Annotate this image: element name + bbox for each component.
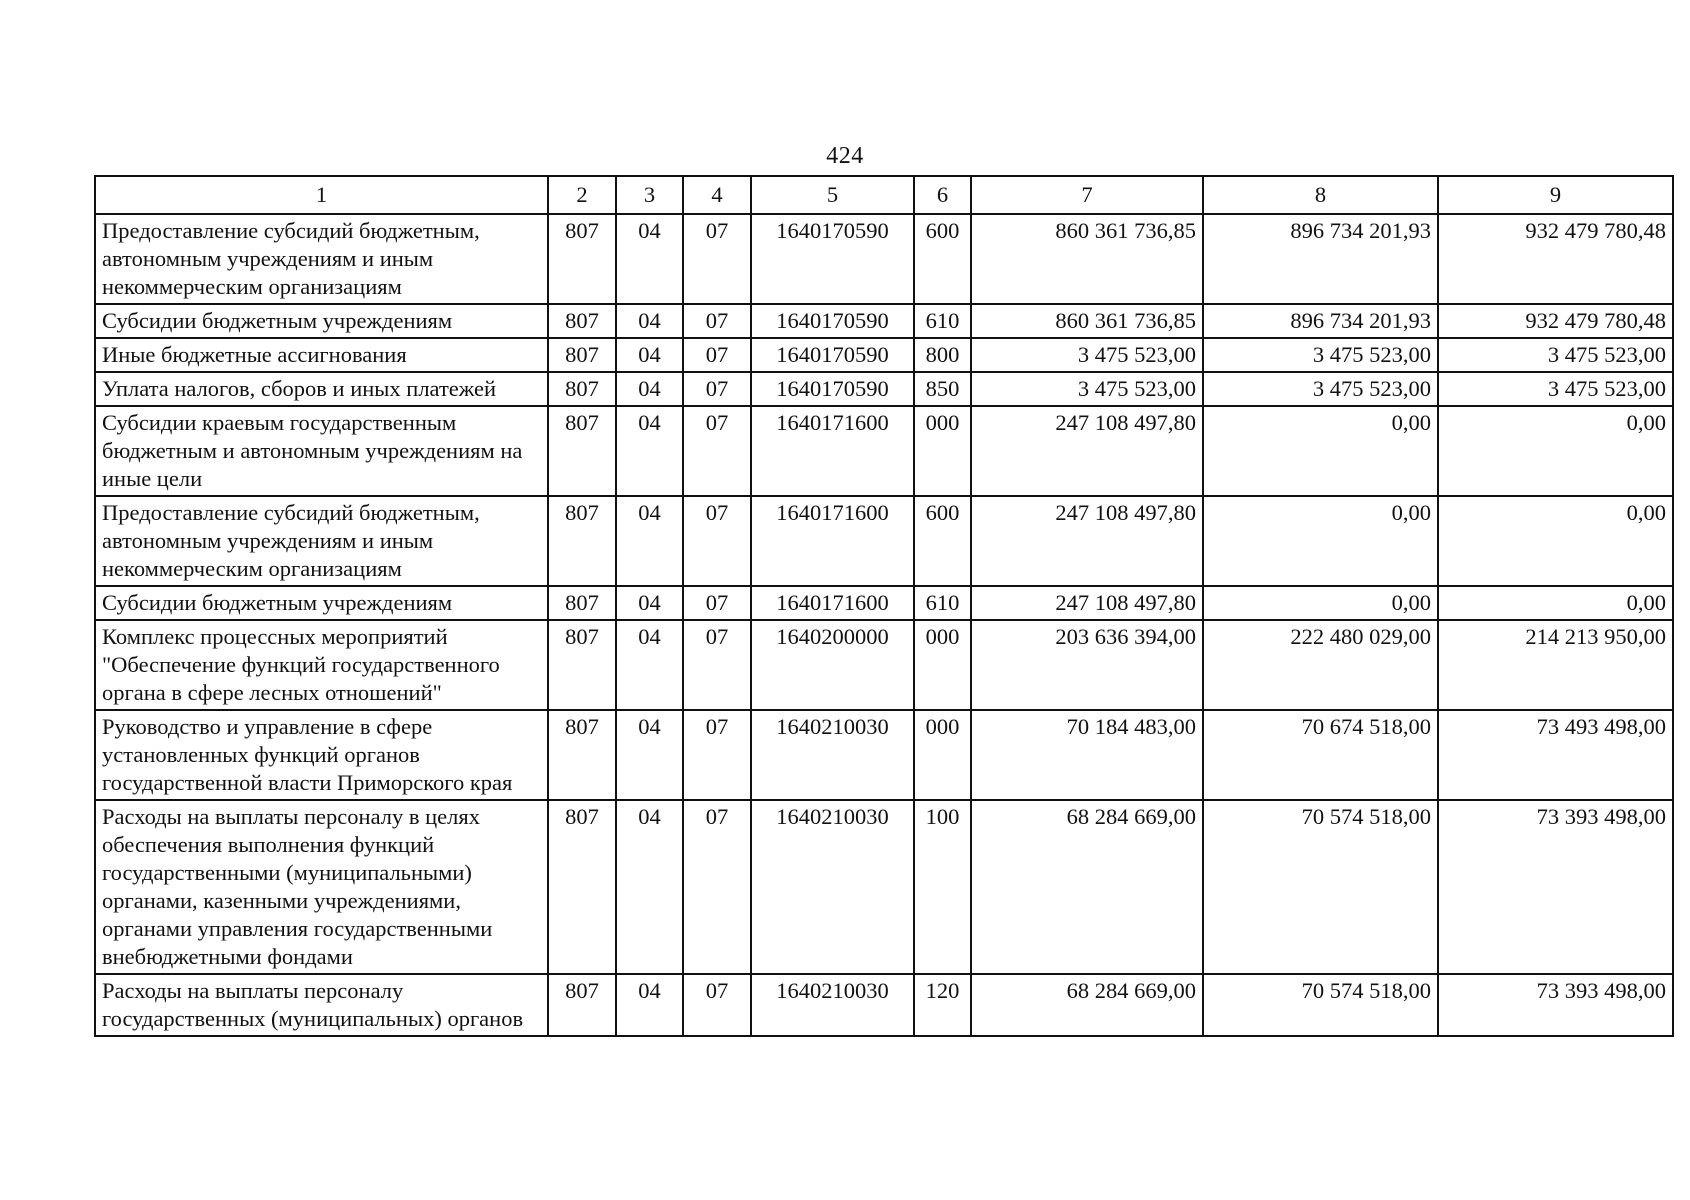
subsection-code-cell: 07 <box>683 406 751 496</box>
page-number: 424 <box>826 143 864 169</box>
header-col-2: 2 <box>548 176 616 214</box>
row-name-cell: Уплата налогов, сборов и иных платежей <box>95 372 548 406</box>
amount-col-8-cell: 896 734 201,93 <box>1203 214 1438 304</box>
table-row <box>95 372 1673 406</box>
expense-type-cell: 000 <box>914 710 971 800</box>
section-code-cell: 04 <box>616 620 683 710</box>
row-name-cell: Субсидии бюджетным учреждениям <box>95 586 548 620</box>
amount-col-8-cell: 222 480 029,00 <box>1203 620 1438 710</box>
amount-col-8-cell: 70 674 518,00 <box>1203 710 1438 800</box>
chapter-code-cell: 807 <box>548 800 616 974</box>
chapter-code-cell: 807 <box>548 496 616 586</box>
amount-col-7-cell: 247 108 497,80 <box>971 406 1203 496</box>
row-name-cell: Расходы на выплаты персоналу в целях обеспечения выполнения функций государственными (муниципальными) органами, казенными учреждениями, органами управления государственными внебюджетными фондами <box>95 800 548 974</box>
amount-col-9-cell: 214 213 950,00 <box>1438 620 1673 710</box>
target-article-cell: 1640170590 <box>751 304 914 338</box>
amount-col-8-cell: 3 475 523,00 <box>1203 338 1438 372</box>
header-col-8: 8 <box>1203 176 1438 214</box>
target-article-cell: 1640210030 <box>751 974 914 1036</box>
section-code-cell: 04 <box>616 304 683 338</box>
amount-col-9-cell: 3 475 523,00 <box>1438 372 1673 406</box>
subsection-code-cell: 07 <box>683 372 751 406</box>
row-name-cell: Предоставление субсидий бюджетным, автономным учреждениям и иным некоммерческим организациям <box>95 496 548 586</box>
target-article-cell: 1640171600 <box>751 586 914 620</box>
subsection-code-cell: 07 <box>683 496 751 586</box>
header-col-9: 9 <box>1438 176 1673 214</box>
table-row <box>95 496 1673 586</box>
section-code-cell: 04 <box>616 800 683 974</box>
table-row <box>95 710 1673 800</box>
row-name-cell: Иные бюджетные ассигнования <box>95 338 548 372</box>
header-col-4: 4 <box>683 176 751 214</box>
target-article-cell: 1640210030 <box>751 800 914 974</box>
chapter-code-cell: 807 <box>548 304 616 338</box>
row-name-cell: Комплекс процессных мероприятий "Обеспечение функций государственного органа в сфере лесных отношений" <box>95 620 548 710</box>
table-body <box>95 214 1673 1036</box>
chapter-code-cell: 807 <box>548 372 616 406</box>
expense-type-cell: 800 <box>914 338 971 372</box>
section-code-cell: 04 <box>616 406 683 496</box>
subsection-code-cell: 07 <box>683 338 751 372</box>
amount-col-9-cell: 0,00 <box>1438 406 1673 496</box>
table-row <box>95 974 1673 1036</box>
subsection-code-cell: 07 <box>683 710 751 800</box>
amount-col-9-cell: 932 479 780,48 <box>1438 214 1673 304</box>
row-name-cell: Субсидии бюджетным учреждениям <box>95 304 548 338</box>
section-code-cell: 04 <box>616 974 683 1036</box>
chapter-code-cell: 807 <box>548 974 616 1036</box>
section-code-cell: 04 <box>616 496 683 586</box>
amount-col-9-cell: 73 393 498,00 <box>1438 800 1673 974</box>
target-article-cell: 1640170590 <box>751 214 914 304</box>
amount-col-7-cell: 3 475 523,00 <box>971 338 1203 372</box>
amount-col-9-cell: 0,00 <box>1438 496 1673 586</box>
expense-type-cell: 600 <box>914 214 971 304</box>
expense-type-cell: 120 <box>914 974 971 1036</box>
chapter-code-cell: 807 <box>548 214 616 304</box>
amount-col-7-cell: 68 284 669,00 <box>971 800 1203 974</box>
header-col-1: 1 <box>95 176 548 214</box>
amount-col-9-cell: 3 475 523,00 <box>1438 338 1673 372</box>
header-col-5: 5 <box>751 176 914 214</box>
amount-col-7-cell: 3 475 523,00 <box>971 372 1203 406</box>
row-name-cell: Расходы на выплаты персоналу государственных (муниципальных) органов <box>95 974 548 1036</box>
table-row <box>95 304 1673 338</box>
chapter-code-cell: 807 <box>548 620 616 710</box>
subsection-code-cell: 07 <box>683 800 751 974</box>
amount-col-8-cell: 0,00 <box>1203 496 1438 586</box>
amount-col-7-cell: 70 184 483,00 <box>971 710 1203 800</box>
expense-type-cell: 600 <box>914 496 971 586</box>
row-name-cell: Руководство и управление в сфере установленных функций органов государственной власти Приморского края <box>95 710 548 800</box>
subsection-code-cell: 07 <box>683 620 751 710</box>
header-col-6: 6 <box>914 176 971 214</box>
header-col-7: 7 <box>971 176 1203 214</box>
amount-col-7-cell: 247 108 497,80 <box>971 586 1203 620</box>
budget-table <box>94 175 1674 1037</box>
section-code-cell: 04 <box>616 214 683 304</box>
target-article-cell: 1640170590 <box>751 338 914 372</box>
amount-col-8-cell: 70 574 518,00 <box>1203 800 1438 974</box>
header-col-3: 3 <box>616 176 683 214</box>
subsection-code-cell: 07 <box>683 974 751 1036</box>
table-row <box>95 620 1673 710</box>
row-name-cell: Предоставление субсидий бюджетным, автономным учреждениям и иным некоммерческим организациям <box>95 214 548 304</box>
chapter-code-cell: 807 <box>548 406 616 496</box>
target-article-cell: 1640171600 <box>751 496 914 586</box>
table-header-row <box>95 176 1673 214</box>
target-article-cell: 1640200000 <box>751 620 914 710</box>
amount-col-8-cell: 70 574 518,00 <box>1203 974 1438 1036</box>
amount-col-9-cell: 73 393 498,00 <box>1438 974 1673 1036</box>
table-row <box>95 800 1673 974</box>
table-row <box>95 214 1673 304</box>
expense-type-cell: 610 <box>914 304 971 338</box>
chapter-code-cell: 807 <box>548 586 616 620</box>
subsection-code-cell: 07 <box>683 214 751 304</box>
chapter-code-cell: 807 <box>548 338 616 372</box>
amount-col-8-cell: 896 734 201,93 <box>1203 304 1438 338</box>
expense-type-cell: 850 <box>914 372 971 406</box>
amount-col-9-cell: 0,00 <box>1438 586 1673 620</box>
table-row <box>95 338 1673 372</box>
expense-type-cell: 000 <box>914 406 971 496</box>
target-article-cell: 1640171600 <box>751 406 914 496</box>
amount-col-7-cell: 68 284 669,00 <box>971 974 1203 1036</box>
table-row <box>95 406 1673 496</box>
amount-col-7-cell: 860 361 736,85 <box>971 214 1203 304</box>
section-code-cell: 04 <box>616 586 683 620</box>
expense-type-cell: 000 <box>914 620 971 710</box>
amount-col-9-cell: 932 479 780,48 <box>1438 304 1673 338</box>
expense-type-cell: 610 <box>914 586 971 620</box>
chapter-code-cell: 807 <box>548 710 616 800</box>
amount-col-9-cell: 73 493 498,00 <box>1438 710 1673 800</box>
amount-col-8-cell: 0,00 <box>1203 406 1438 496</box>
amount-col-7-cell: 860 361 736,85 <box>971 304 1203 338</box>
amount-col-7-cell: 203 636 394,00 <box>971 620 1203 710</box>
target-article-cell: 1640170590 <box>751 372 914 406</box>
section-code-cell: 04 <box>616 710 683 800</box>
amount-col-8-cell: 0,00 <box>1203 586 1438 620</box>
subsection-code-cell: 07 <box>683 586 751 620</box>
table-row <box>95 586 1673 620</box>
row-name-cell: Субсидии краевым государственным бюджетным и автономным учреждениям на иные цели <box>95 406 548 496</box>
target-article-cell: 1640210030 <box>751 710 914 800</box>
amount-col-8-cell: 3 475 523,00 <box>1203 372 1438 406</box>
section-code-cell: 04 <box>616 338 683 372</box>
section-code-cell: 04 <box>616 372 683 406</box>
subsection-code-cell: 07 <box>683 304 751 338</box>
expense-type-cell: 100 <box>914 800 971 974</box>
amount-col-7-cell: 247 108 497,80 <box>971 496 1203 586</box>
